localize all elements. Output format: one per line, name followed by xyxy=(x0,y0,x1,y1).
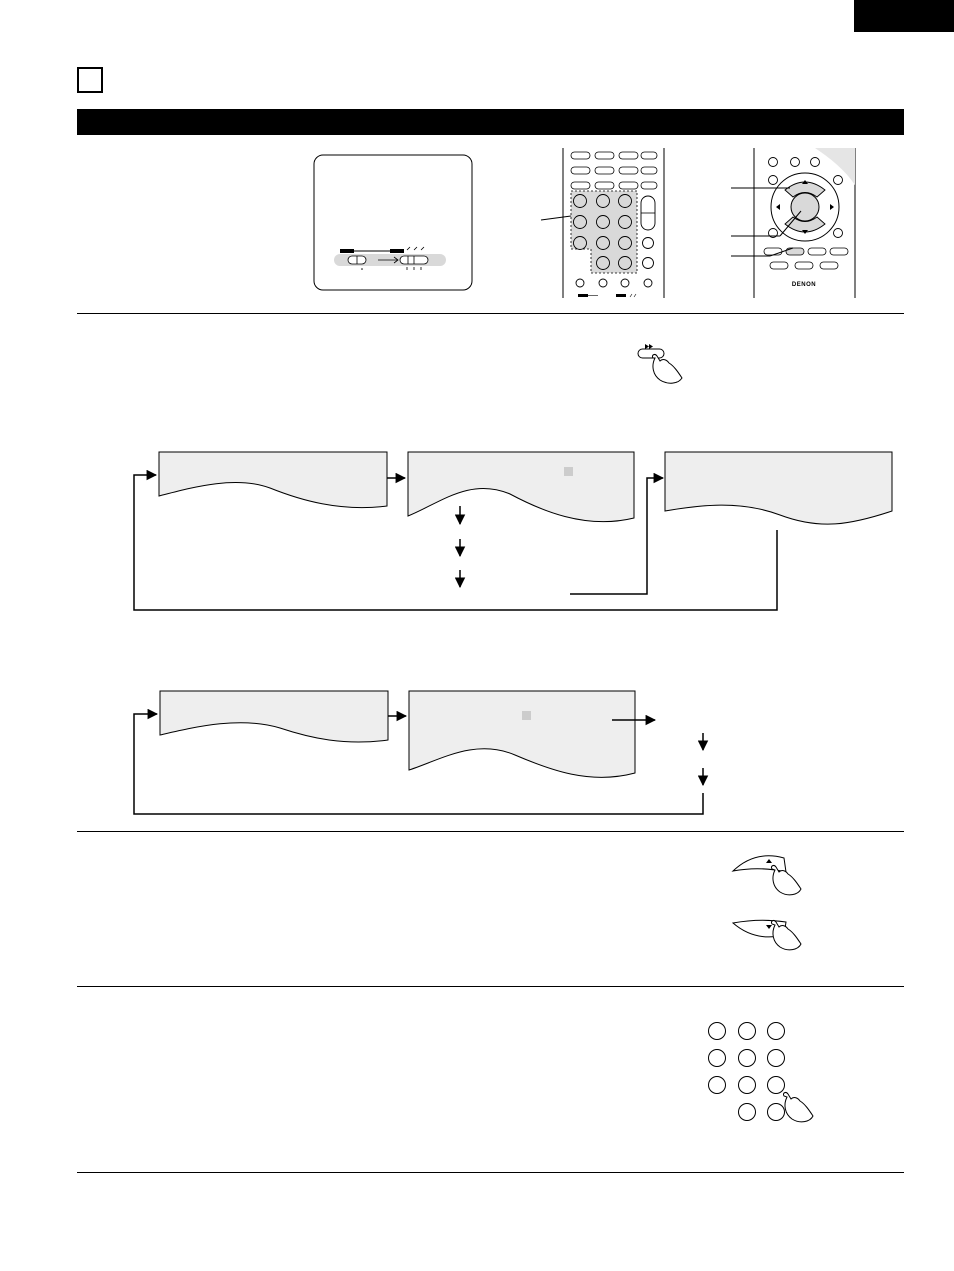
number-keypad-icon xyxy=(709,1023,814,1122)
skip-forward-button-icon xyxy=(638,344,682,383)
cursor-down-button-icon xyxy=(733,920,801,950)
finger-press-icon xyxy=(783,1093,813,1122)
finger-press-icon xyxy=(771,866,801,895)
remote-keypad-illustration xyxy=(541,148,664,298)
cursor-up-button-icon xyxy=(733,856,801,895)
player-front-panel-illustration xyxy=(314,155,472,290)
remote-brand-label: DENON xyxy=(791,282,817,288)
finger-press-icon xyxy=(652,355,682,384)
finger-press-icon xyxy=(771,921,801,950)
flow-diagram-2 xyxy=(134,691,703,814)
flow-diagram-1 xyxy=(134,452,892,610)
remote-cursor-illustration xyxy=(731,148,855,298)
